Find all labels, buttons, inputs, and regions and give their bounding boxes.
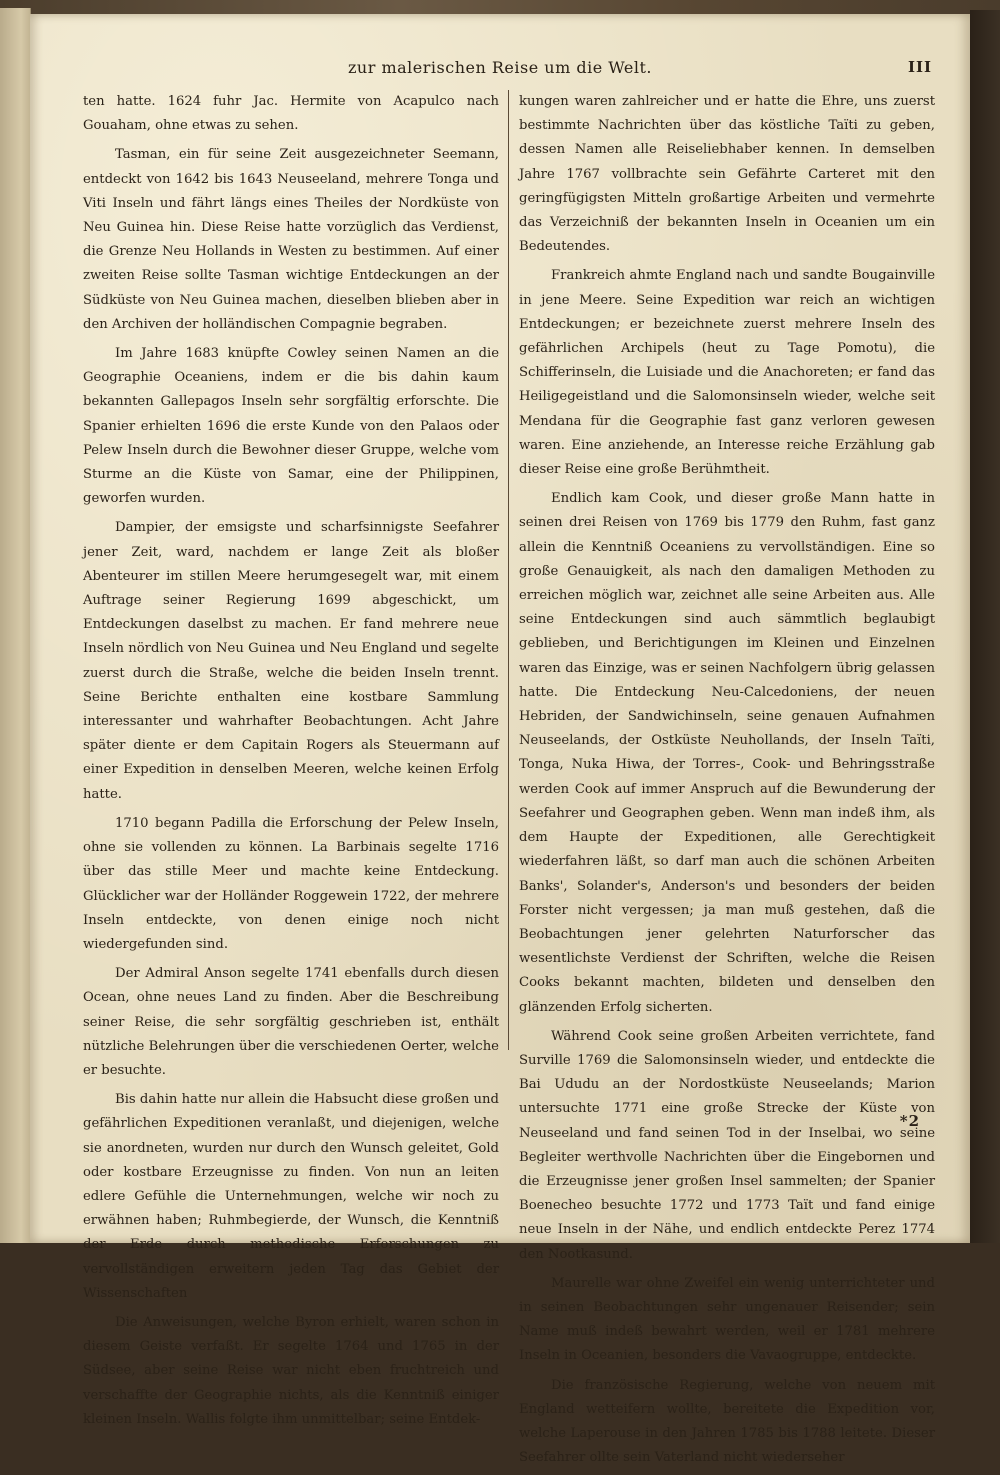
- paragraph: Maurelle war ohne Zweifel ein wenig unterrichteter und in seinen Beobachtungen sehr ungenauer Reisender; sein Name muß indeß bewahrt werden, weil er 1781 mehrere Inseln in Oceanien, besonders die Vavaogruppe, entdeckte.: [519, 1275, 935, 1364]
- paragraph: Die französische Regierung, welche von neuem mit England wetteifern wollte, bereitete die Expedition vor, welche Laperouse in den Jahren 1785 bis 1788 leitete. Dieser Seefahrer ollte sein Vaterland nicht wiederseher: [519, 1377, 935, 1466]
- paragraph: Während Cook seine großen Arbeiten verrichtete, fand Surville 1769 die Salomonsinseln wieder, und entdeckte die Bai Ududu an der Nordostküste Neuseelands; Marion untersuchte 1771 eine große Strecke der Küste von Neuseeland und fand seinen Tod in der Inselbai, wo seine Begleiter werthvolle Nachrichten über die Eingebornen und die Erzeugnisse jener großen Insel sammelten; der Spanier Boenecheo besuchte 1772 und 1773 Taït und fand einige neue Inseln in der Nähe, und endlich entdeckte Perez 1774 den Nootkasund.: [519, 1028, 935, 1262]
- page-header: [30, 48, 970, 78]
- scanner-right-edge: [970, 10, 1000, 1243]
- paragraph: Bis dahin hatte nur allein die Habsucht diese großen und gefährlichen Expeditionen veranlaßt, und diejenigen, welche sie anordneten, wurden nur durch den Wunsch geleitet, Gold oder kostbare Erzeugnisse zu finden. Von nun an leiten edlere Gefühle die Unternehmungen, welche wir noch zu erwähnen haben; Ruhmbegierde, der Wunsch, die Kenntniß der Erde durch methodische Erforschungen zu vervollständigen erweitern jeden Tag das Gebiet der Wissenschaften: [83, 1092, 499, 1301]
- paragraph: ten hatte. 1624 fuhr Jac. Hermite von Acapulco nach Gouaham, ohne etwas zu sehen.: [83, 94, 499, 134]
- previous-page-edge: [0, 8, 31, 1243]
- paragraph: Dampier, der emsigste und scharfsinnigste Seefahrer jener Zeit, ward, nachdem er lange Zeit als bloßer Abenteurer im stillen Meere herumgesegelt war, mit einem Auftrage seiner Regierung 1699 abgeschickt, um Entdeckungen daselbst zu machen. Er fand mehrere neue Inseln nördlich von Neu Guinea und Neu England und segelte zuerst durch die Straße, welche die beiden Inseln trennt. Seine Berichte enthalten eine kostbare Sammlung interessanter und wahrhafter Beobachtungen. Acht Jahre später diente er dem Capitain Rogers als Steuermann auf einer Expedition in denselben Meeren, welche keinen Erfolg hatte.: [83, 520, 499, 802]
- paragraph: kungen waren zahlreicher und er hatte die Ehre, uns zuerst bestimmte Nachrichten über das köstliche Taïti zu geben, dessen Namen alle Reiseliebhaber kennen. In demselben Jahre 1767 vollbrachte sein Gefährte Carteret mit den geringfügigsten Mitteln großartige Arbeiten und vermehrte das Verzeichniß der bekannten Inseln in Oceanien um ein Bedeutendes.: [519, 94, 935, 255]
- right-column: [519, 90, 935, 1475]
- paragraph: Im Jahre 1683 knüpfte Cowley seinen Namen an die Geographie Oceaniens, indem er die bis dahin kaum bekannten Gallepagos Inseln sehr sorgfältig erforschte. Die Spanier erhielten 1696 die erste Kunde von den Palaos oder Pelew Inseln durch die Bewohner dieser Gruppe, welche vom Sturme an die Küste von Samar, eine der Philippinen, geworfen wurden.: [83, 346, 499, 507]
- column-divider: [508, 90, 509, 1050]
- paragraph: Endlich kam Cook, und dieser große Mann hatte in seinen drei Reisen von 1769 bis 1779 den Ruhm, fast ganz allein die Kenntniß Oceaniens zu vervollständigen. Eine so große Genauigkeit, als nach den damaligen Methoden zu erreichen möglich war, zeichnet alle seine Arbeiten aus. Alle seine Entdeckungen sind auch sämmtlich beglaubigt geblieben, und Berichtigungen im Kleinen und Einzelnen waren das Einzige, was er seinen Nachfolgern übrig gelassen hatte. Die Entdeckung Neu-Calcedoniens, der neuen Hebriden, der Sandwichinseln, seine genauen Aufnahmen Neuseelands, der Ostküste Neuhollands, der Inseln Taïti, Tonga, Nuka Hiwa, der Torres-, Cook- und Behringsstraße werden Cook auf immer Anspruch auf die Bewunderung der Seefahrer und Geographen geben. Wenn man indeß ihm, als dem Haupte der Expeditionen, alle Gerechtigkeit wiederfahren läßt, so darf man auch die schönen Arbeiten Banks', Solander's, Anderson's und besonders der beiden Forster nicht vergessen; ja man muß gestehen, daß die Beobachtungen jener gelehrten Naturforscher das wesentlichste Verdienst der Schriften, welche die Reisen Cooks bekannt machten, bildeten und denselben den glänzenden Erfolg sicherten.: [519, 491, 935, 1015]
- signature-mark: *2: [899, 1112, 920, 1130]
- paragraph: Der Admiral Anson segelte 1741 ebenfalls durch diesen Ocean, ohne neues Land zu finden. Aber die Beschreibung seiner Reise, die sehr sorgfältig geschrieben ist, enthält nützliche Belehrungen über die verschiedenen Oerter, welche er besuchte.: [83, 966, 499, 1078]
- paragraph: Tasman, ein für seine Zeit ausgezeichneter Seemann, entdeckt von 1642 bis 1643 Neuseeland, mehrere Tonga und Viti Inseln und fährt längs eines Theiles der Nordküste von Neu Guinea hin. Diese Reise hatte vorzüglich das Verdienst, die Grenze Neu Hollands in Westen zu bestimmen. Auf einer zweiten Reise sollte Tasman wichtige Entdeckungen an der Südküste von Neu Guinea machen, dieselben blieben aber in den Archiven der holländischen Compagnie begraben.: [83, 147, 499, 332]
- running-head: zur malerischen Reise um die Welt.: [348, 58, 652, 77]
- paragraph: Die Anweisungen, welche Byron erhielt, waren schon in diesem Geiste verfaßt. Er segelte 1764 und 1765 in der Südsee, aber seine Reise war nicht eben fruchtreich und verschaffte der Geographie nichts, als die Kenntniß einiger kleinen Inseln. Wallis folgte ihm unmittelbar; seine Entdek-: [83, 1314, 499, 1427]
- page-number: III: [907, 58, 932, 76]
- paragraph: Frankreich ahmte England nach und sandte Bougainville in jene Meere. Seine Expedition war reich an wichtigen Entdeckungen; er bezeichnete zuerst mehrere Inseln des gefährlichen Archipels (heut zu Tage Pomotu), die Schifferinseln, die Luisiade und die Anachoreten; er fand das Heiligegeistland und die Salomonsinseln wieder, welche seit Mendana für die Geographie fast ganz verloren gewesen waren. Eine anziehende, an Interesse reiche Erzählung gab dieser Reise eine große Berühmtheit.: [519, 268, 935, 478]
- paragraph: 1710 begann Padilla die Erforschung der Pelew Inseln, ohne sie vollenden zu können. La Barbinais segelte 1716 über das stille Meer und machte keine Entdeckung. Glücklicher war der Holländer Roggewein 1722, der mehrere Inseln entdeckte, von denen einige noch nicht wiedergefunden sind.: [83, 815, 499, 952]
- left-column: [83, 90, 499, 1437]
